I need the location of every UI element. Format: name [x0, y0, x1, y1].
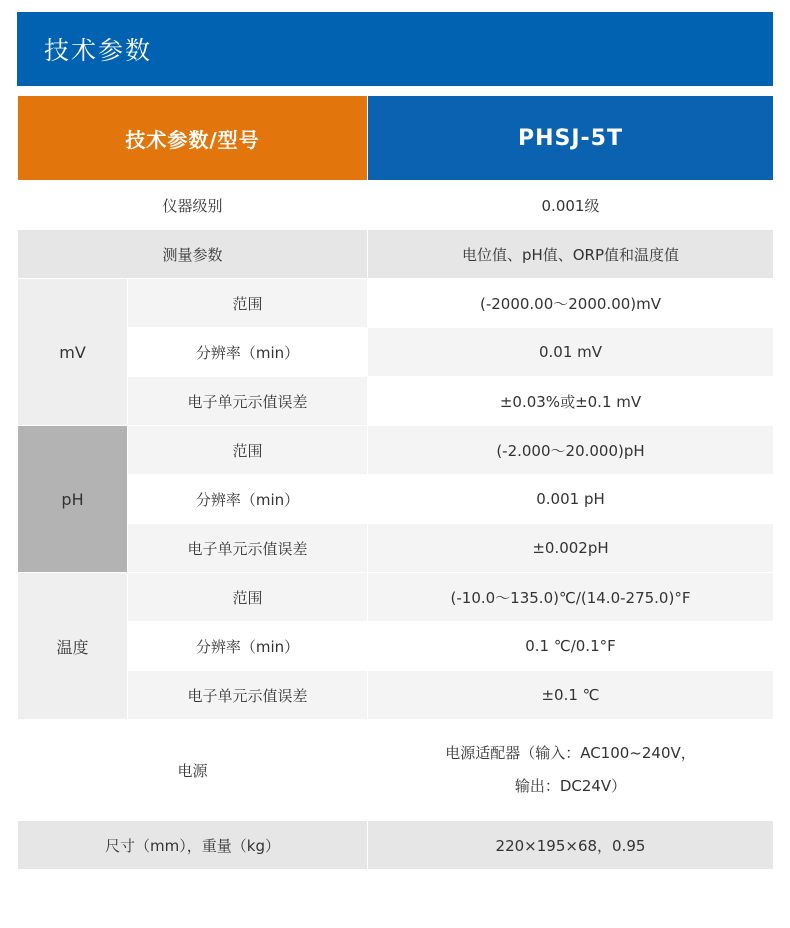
- sub-value-temp-error: ±0.1 ℃: [368, 671, 774, 720]
- sub-label-temp-error: 电子单元示值误差: [128, 671, 368, 720]
- table-row: [18, 377, 774, 426]
- row-label-power: 电源: [18, 720, 368, 821]
- sub-value-ph-resolution: 0.001 pH: [368, 475, 774, 524]
- sub-value-ph-error: ±0.002pH: [368, 524, 774, 573]
- table-row: [18, 475, 774, 524]
- row-value-measure-params: 电位值、pH值、ORP值和温度值: [368, 230, 774, 279]
- table-row: [18, 230, 774, 279]
- sub-label-temp-range: 范围: [128, 573, 368, 622]
- power-line-1: 电源适配器（输入：AC100~240V，: [445, 744, 696, 762]
- table-row: [18, 821, 774, 870]
- sub-label-mv-error: 电子单元示值误差: [128, 377, 368, 426]
- table-row: [18, 720, 774, 821]
- sub-value-ph-range: (-2.000～20.000)pH: [368, 426, 774, 475]
- row-label-instrument-grade: 仪器级别: [18, 181, 368, 230]
- table-row: [18, 181, 774, 230]
- header-cell-parameter: 技术参数/型号: [18, 96, 368, 181]
- table-row: [18, 671, 774, 720]
- specifications-table: [17, 95, 774, 870]
- table-row: [18, 524, 774, 573]
- header-cell-model: PHSJ-5T: [368, 96, 774, 181]
- row-label-size-weight: 尺寸（mm），重量（kg）: [18, 821, 368, 870]
- row-label-measure-params: 测量参数: [18, 230, 368, 279]
- sub-value-mv-error: ±0.03%或±0.1 mV: [368, 377, 774, 426]
- table-header-row: [18, 96, 774, 181]
- group-label-mv: mV: [18, 279, 128, 426]
- table-row: [18, 426, 774, 475]
- sub-label-mv-resolution: 分辨率（min）: [128, 328, 368, 377]
- page-title: 技术参数: [44, 36, 153, 65]
- sub-label-ph-resolution: 分辨率（min）: [128, 475, 368, 524]
- row-value-power: [368, 720, 774, 821]
- sub-value-mv-resolution: 0.01 mV: [368, 328, 774, 377]
- power-line-2: 输出：DC24V）: [514, 777, 627, 795]
- sub-label-ph-error: 电子单元示值误差: [128, 524, 368, 573]
- sub-value-mv-range: (-2000.00～2000.00)mV: [368, 279, 774, 328]
- row-value-size-weight: 220×195×68，0.95: [368, 821, 774, 870]
- sub-value-temp-resolution: 0.1 ℃/0.1°F: [368, 622, 774, 671]
- sub-label-ph-range: 范围: [128, 426, 368, 475]
- page-banner: [17, 12, 773, 86]
- group-label-ph: pH: [18, 426, 128, 573]
- group-label-temperature: 温度: [18, 573, 128, 720]
- table-row: [18, 622, 774, 671]
- row-value-instrument-grade: 0.001级: [368, 181, 774, 230]
- sub-label-temp-resolution: 分辨率（min）: [128, 622, 368, 671]
- table-row: [18, 328, 774, 377]
- table-row: [18, 573, 774, 622]
- sub-value-temp-range: (-10.0～135.0)℃/(14.0-275.0)°F: [368, 573, 774, 622]
- sub-label-mv-range: 范围: [128, 279, 368, 328]
- table-row: [18, 279, 774, 328]
